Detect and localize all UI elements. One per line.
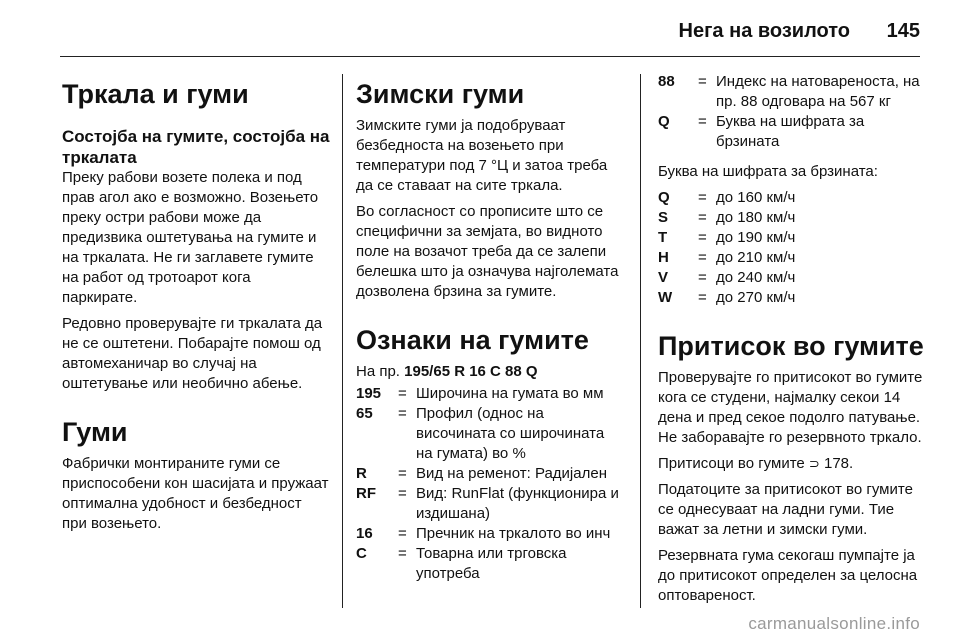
definition-row: Q = Буква на шифрата за брзината (658, 113, 865, 150)
section-title-tyre-pressure: Притисок во гумите (658, 331, 924, 361)
page-number: 145 (886, 20, 920, 42)
column-divider-1 (342, 74, 343, 608)
paragraph-spare-tyre: Резервната гума секогаш пумпајте ја до притисокот определен за целосна оптовареност. (658, 547, 918, 604)
paragraph-winter-safety: Зимските гуми ја подобруваат безбедноста на возењето при температури под 7 °Ц и затоа треба да се ставаат на сите тркала. (356, 117, 608, 194)
column-2 (356, 72, 624, 584)
chapter-title: Нега на возилото (678, 20, 850, 42)
speed-row: Q = до 160 км/ч (658, 189, 796, 206)
column-3 (658, 72, 926, 612)
subsection-title-condition: Состојба на гумите, состојба на тркалата (62, 127, 330, 167)
definition-row: 65 = Профил (однос на височината со широчината на гумата) во % (356, 405, 605, 462)
paragraph-speed-sticker: Во согласност со прописите што се специфични за земјата, во видното поле на возачот треба да се залепи белешка што ја означува најголемата дозволена брзина за гумите. (356, 203, 619, 300)
speed-code-list (658, 188, 926, 308)
header-divider (60, 56, 920, 57)
page-ref-link[interactable]: 178. (819, 455, 854, 472)
page-header (0, 18, 960, 48)
section-title-tyre-designations: Ознаки на гумите (356, 325, 589, 355)
section-title-winter-tyres: Зимски гуми (356, 79, 525, 109)
paragraph-cold-tyres: Податоците за притисокот во гумите се однесуваат на ладни гуми. Тие важат за летни и зимски гуми. (658, 481, 913, 538)
paragraph-check-pressure: Проверувајте го притисокот во гумите кога се студени, најмалку секои 14 дена и пред секое подолго патување. Не заборавајте го резервното тркало. (658, 369, 923, 446)
paragraph-pressure-reference: Притисоци во гумите ⊃ 178. (658, 455, 854, 472)
designation-code: 195/65 R 16 C 88 Q (404, 363, 538, 380)
paragraph-inspection: Редовно проверувајте ги тркалата да не се оштетени. Побарајте помош од автомеханичар во случај на оштетување или необично абење. (62, 315, 323, 392)
column-1 (62, 72, 330, 540)
column-divider-2 (640, 74, 641, 608)
speed-row: W = до 270 км/ч (658, 289, 796, 306)
speed-code-label: Буква на шифрата за брзината: (658, 163, 878, 180)
speed-row: S = до 180 км/ч (658, 209, 796, 226)
speed-row: T = до 190 км/ч (658, 229, 796, 246)
speed-row: V = до 240 км/ч (658, 269, 796, 286)
definition-row: 16 = Пречник на тркалото во инч (356, 525, 611, 542)
definition-row: 195 = Широчина на гумата во мм (356, 385, 604, 402)
designation-example: На пр. 195/65 R 16 C 88 Q (356, 363, 538, 380)
designation-list (356, 384, 624, 584)
definition-row: RF = Вид: RunFlat (функционира и издишана) (356, 485, 619, 522)
designation-list-continued (658, 72, 926, 152)
definition-row: C = Товарна или трговска употреба (356, 545, 567, 582)
definition-row: 88 = Индекс на натовареноста, на пр. 88 одговара на 567 кг (658, 73, 920, 110)
section-title-tyres: Гуми (62, 417, 128, 447)
page-ref-icon: ⊃ (808, 456, 820, 471)
definition-row: R = Вид на ременот: Радијален (356, 465, 607, 482)
watermark: carmanualsonline.info (748, 614, 920, 633)
paragraph-kerbs: Преку рабови возете полека и под прав агол ако е возможно. Возењето преку остри рабови може да предизвика оштетувања на гумите и на тркалата. Не ги заглавете гумите на работ од тротоарот кога паркирате. (62, 169, 319, 306)
section-title-wheels-tyres: Тркала и гуми (62, 79, 249, 109)
speed-row: H = до 210 км/ч (658, 249, 796, 266)
paragraph-factory-tyres: Фабрички монтираните гуми се приспособени кон шасијата и пружаат оптимална удобност и безбедност при возењето. (62, 455, 329, 532)
